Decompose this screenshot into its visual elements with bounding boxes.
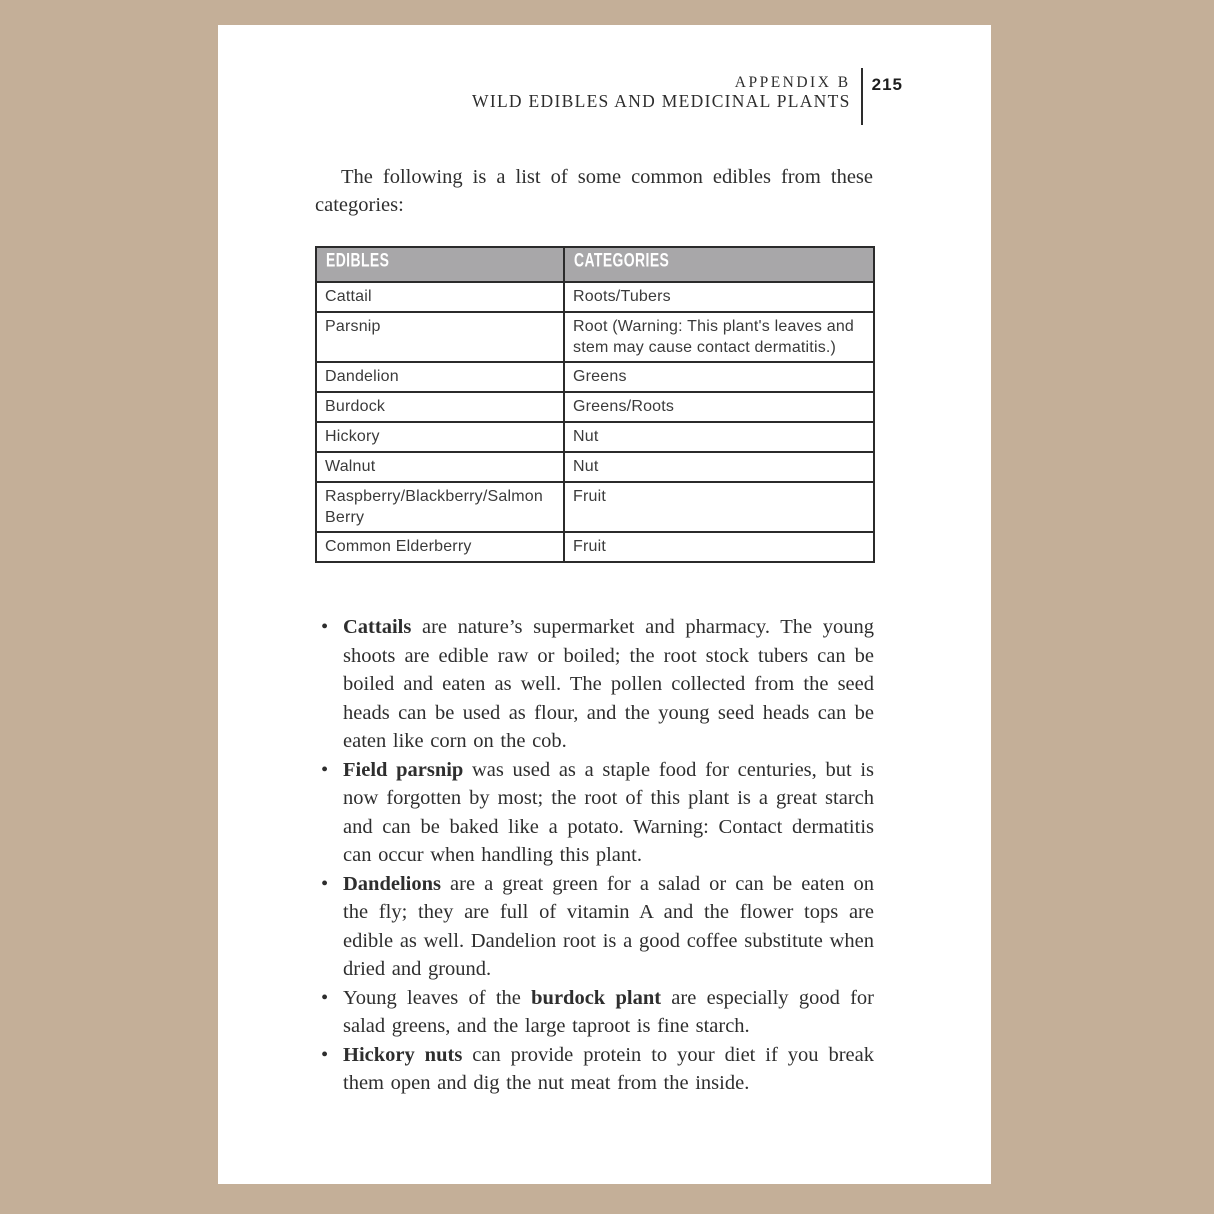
bullet-post-text: are especially good for salad greens, and the large taproot is fine starch. xyxy=(343,986,874,1037)
list-item xyxy=(315,870,874,984)
running-head xyxy=(218,68,991,125)
bullet-bold-text: burdock plant xyxy=(531,986,662,1009)
category-cell: Roots/Tubers xyxy=(564,282,874,312)
intro-paragraph: The following is a list of some common edibles from these categories: xyxy=(315,166,873,216)
table-row xyxy=(316,362,874,392)
col-header-edibles-label: EDIBLES xyxy=(326,249,390,271)
bullet-post-text: are nature’s supermarket and pharmacy. The young shoots are edible raw or boiled; the root stock tubers can be boiled and eaten as well. The pollen collected from the seed heads can be used as flour, and the young seed heads can be eaten like corn on the cob. xyxy=(343,616,874,752)
appendix-label: APPENDIX B xyxy=(734,74,851,91)
edible-cell: Parsnip xyxy=(316,312,564,362)
edible-cell: Raspberry/Blackberry/Salmon Berry xyxy=(316,482,564,532)
bullet-bold-text: Dandelions xyxy=(343,872,441,895)
page-number: 215 xyxy=(871,75,903,94)
col-header-edibles xyxy=(316,247,564,282)
list-item xyxy=(315,984,874,1041)
table-row xyxy=(316,392,874,422)
bullet-bold-text: Field parsnip xyxy=(343,758,464,781)
col-header-categories xyxy=(564,247,874,282)
list-item xyxy=(315,1041,874,1098)
bullet-post-text: was used as a staple food for centuries, but is now forgotten by most; the root of this plant is a great starch and can be baked like a potato. Warning: Contact dermatitis can occur when handling this plant. xyxy=(343,758,875,866)
table-header-row xyxy=(316,247,874,282)
bullet-bold-text: Cattails xyxy=(343,616,412,638)
category-cell: Greens/Roots xyxy=(564,392,874,422)
edible-cell: Burdock xyxy=(316,392,564,422)
edible-cell: Walnut xyxy=(316,452,564,482)
bullet-post-text: can provide protein to your diet if you break them open and dig the nut meat from the inside. xyxy=(343,1043,874,1094)
table-row xyxy=(316,452,874,482)
table-row xyxy=(316,532,874,562)
category-cell: Nut xyxy=(564,422,874,452)
col-header-categories-label: CATEGORIES xyxy=(574,249,670,271)
table-row xyxy=(316,482,874,532)
edible-cell: Common Elderberry xyxy=(316,532,564,562)
book-page xyxy=(218,25,991,1184)
table-row xyxy=(316,282,874,312)
category-cell: Root (Warning: This plant's leaves and stem may cause contact dermatitis.) xyxy=(564,312,874,362)
bullet-bold-text: Hickory nuts xyxy=(343,1043,463,1066)
list-item xyxy=(315,613,874,756)
category-cell: Nut xyxy=(564,452,874,482)
list-item xyxy=(315,756,874,870)
chapter-title: WILD EDIBLES AND MEDICINAL PLANTS xyxy=(472,91,851,111)
category-cell: Greens xyxy=(564,362,874,392)
edible-cell: Dandelion xyxy=(316,362,564,392)
bullet-post-text: are a great green for a salad or can be eaten on the fly; they are full of vitamin A and the flower tops are edible as well. Dandelion root is a good coffee substitute when dried and ground. xyxy=(343,872,874,980)
text-column xyxy=(315,163,873,1098)
edibles-notes-list xyxy=(315,613,874,1098)
table-row xyxy=(316,312,874,362)
edible-cell: Cattail xyxy=(316,282,564,312)
edible-cell: Hickory xyxy=(316,422,564,452)
running-head-titles xyxy=(472,68,861,111)
edibles-table xyxy=(315,246,875,563)
bullet-pre-text: Young leaves of the xyxy=(343,986,532,1009)
table-row xyxy=(316,422,874,452)
category-cell: Fruit xyxy=(564,532,874,562)
category-cell: Fruit xyxy=(564,482,874,532)
